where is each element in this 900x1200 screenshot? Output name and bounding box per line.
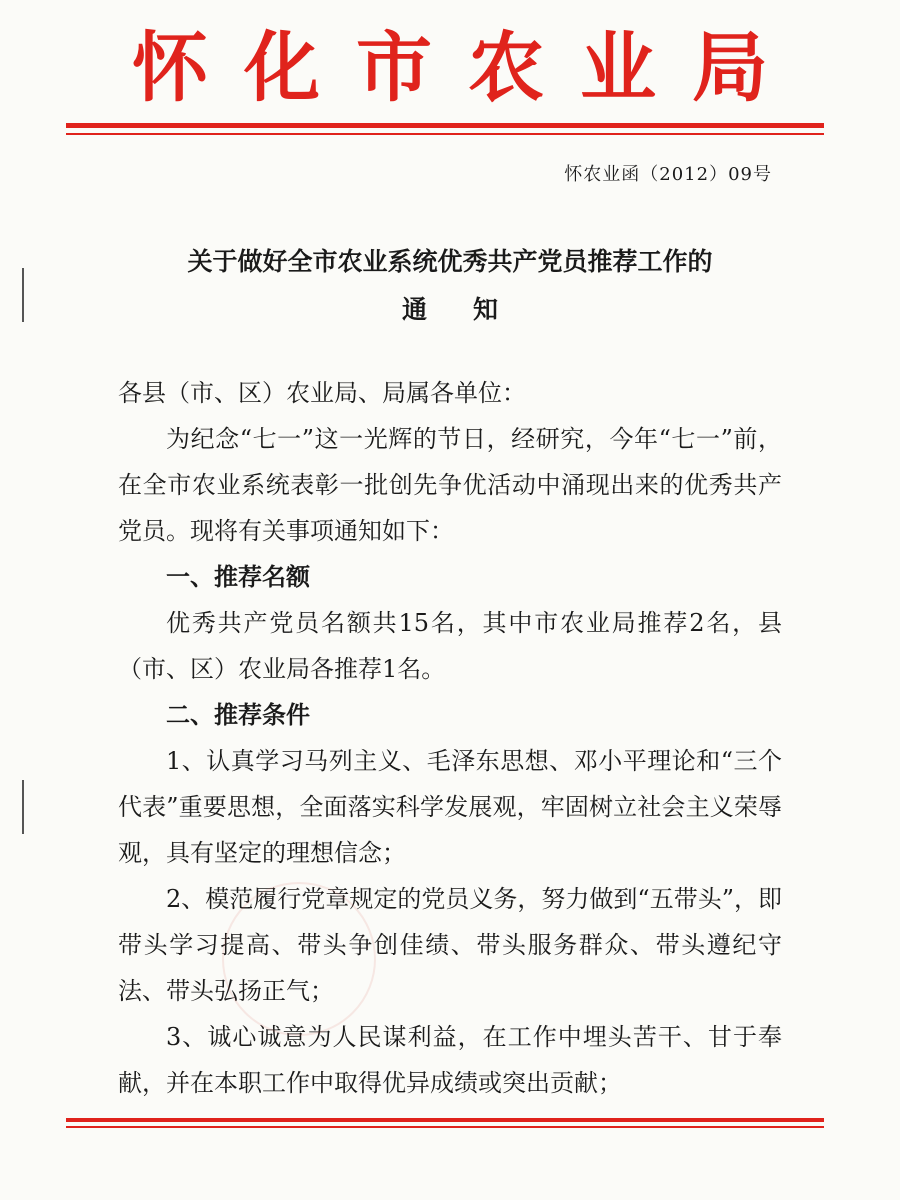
- quota-paragraph: 优秀共产党员名额共15名，其中市农业局推荐2名，县（市、区）农业局各推荐1名。: [118, 609, 782, 683]
- binding-mark-bottom: [22, 780, 24, 834]
- letterhead-red-rule-thick: [66, 123, 824, 128]
- document-number: 怀农业函（2012）09号: [564, 164, 772, 185]
- criteria-item-3: 3、诚心诚意为人民谋利益，在工作中埋头苦干、甘于奉献，并在本职工作中取得优异成绩或突出贡献；: [118, 1023, 782, 1097]
- notice-body: [118, 370, 782, 1106]
- section-heading-criteria: 二、推荐条件: [166, 701, 310, 729]
- letterhead-org-name: 怀化市农业局: [132, 23, 804, 112]
- notice-title: [0, 238, 900, 334]
- notice-title-line1: 关于做好全市农业系统优秀共产党员推荐工作的: [187, 247, 713, 276]
- salutation: 各县（市、区）农业局、局属各单位：: [118, 379, 526, 407]
- criteria-item-2: 2、模范履行党章规定的党员义务，努力做到“五带头”，即带头学习提高、带头争创佳绩、带头服务群众、带头遵纪守法、带头弘扬正气；: [118, 885, 782, 1005]
- binding-mark-top: [22, 268, 24, 322]
- notice-title-line2: 通知: [401, 295, 544, 324]
- faint-seal-mark: [222, 882, 376, 1036]
- footer-red-rule-thick: [66, 1118, 824, 1122]
- intro-paragraph: 为纪念“七一”这一光辉的节日，经研究，今年“七一”前，在全市农业系统表彰一批创先争优活动中涌现出来的优秀共产党员。现将有关事项通知如下：: [118, 425, 782, 545]
- criteria-item-1: 1、认真学习马列主义、毛泽东思想、邓小平理论和“三个代表”重要思想，全面落实科学发展观，牢固树立社会主义荣辱观，具有坚定的理想信念；: [118, 747, 782, 867]
- section-heading-quota: 一、推荐名额: [166, 563, 310, 591]
- letterhead-red-rule-thin: [66, 133, 824, 135]
- footer-red-rule-thin: [66, 1126, 824, 1128]
